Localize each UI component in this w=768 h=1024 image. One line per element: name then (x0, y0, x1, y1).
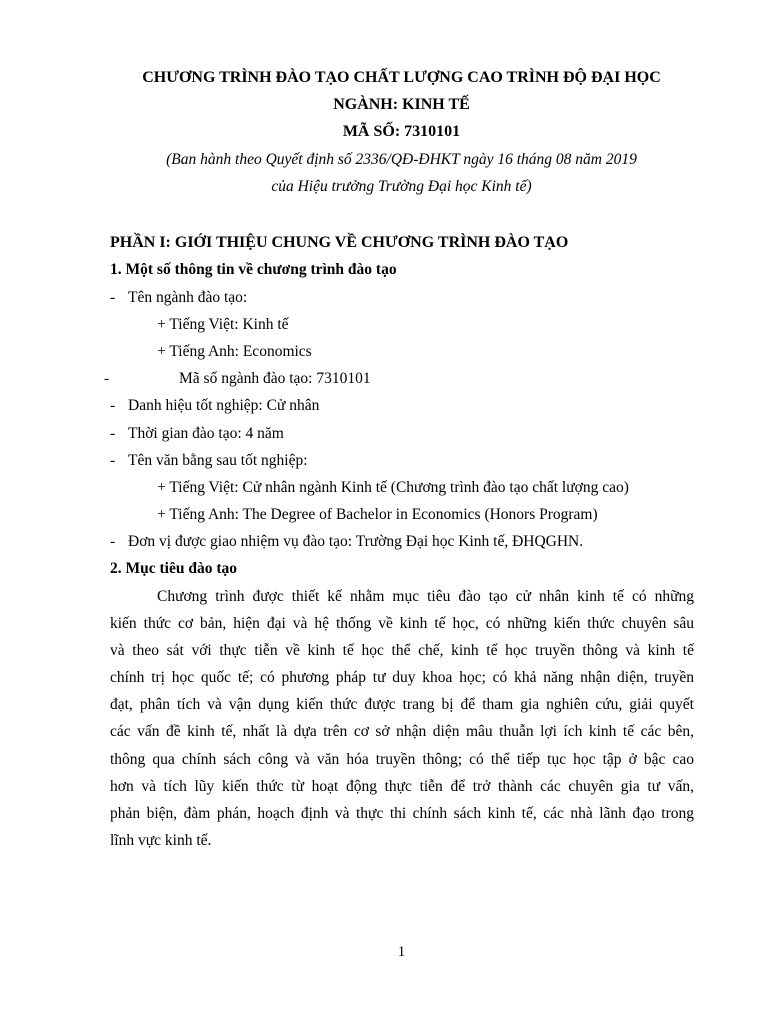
part-heading: PHẦN I: GIỚI THIỆU CHUNG VỀ CHƯƠNG TRÌNH ĐÀO TẠO (110, 234, 569, 251)
major-name-item: Tên ngành đào tạo: (128, 289, 248, 306)
code-title: MÃ SỐ: 7310101 (342, 123, 461, 140)
decree-line-1: (Ban hành theo Quyết định số 2336/QĐ-ĐHKT ngày 16 tháng 08 năm 2019 (166, 151, 637, 168)
objective-line: và theo sát với thực tiễn về kinh tế học thể chế, kinh tế học truyền thông và kinh tế (110, 642, 694, 659)
diploma-en-item: + Tiếng Anh: The Degree of Bachelor in Economics (Honors Program) (157, 506, 598, 523)
major-title: NGÀNH: KINH TẾ (333, 96, 470, 113)
bullet-dash: - (110, 289, 116, 306)
duration-item: Thời gian đào tạo: 4 năm (128, 425, 284, 442)
bullet-dash: - (110, 533, 116, 550)
objective-line: thông qua chính sách công và văn hóa truyền thông; có thể tiếp tục học tập ở bậc cao (110, 751, 694, 768)
section-1-heading: 1. Một số thông tin về chương trình đào tạo (110, 261, 397, 278)
decree-line-2: của Hiệu trưởng Trường Đại học Kinh tế) (271, 178, 532, 195)
bullet-dash: - (110, 397, 116, 414)
diploma-vi-item: + Tiếng Việt: Cử nhân ngành Kinh tế (Chương trình đào tạo chất lượng cao) (157, 479, 629, 496)
bullet-dash: - (110, 452, 116, 469)
objective-line: hơn và tích lũy kiến thức từ hoạt động thực tiễn để trở thành các chuyên gia tư vấn, (110, 778, 694, 795)
program-title: CHƯƠNG TRÌNH ĐÀO TẠO CHẤT LƯỢNG CAO TRÌNH ĐỘ ĐẠI HỌC (142, 69, 661, 86)
major-en-item: + Tiếng Anh: Economics (157, 343, 312, 360)
objective-line: các vấn đề kinh tế, nhất là dựa trên cơ sở nhận diện mâu thuẫn lợi ích kinh tế các bên, (110, 723, 694, 740)
diploma-name-item: Tên văn bằng sau tốt nghiệp: (128, 452, 308, 469)
training-unit-item: Đơn vị được giao nhiệm vụ đào tạo: Trường Đại học Kinh tế, ĐHQGHN. (128, 533, 584, 550)
objective-line: chính trị học quốc tế; có phương pháp tư duy khoa học; có khả năng nhận diện, truyền (110, 669, 694, 686)
objective-line: phản biện, đàm phán, hoạch định và thực thi chính sách kinh tế, các nhà lãnh đạo trong (110, 805, 694, 822)
degree-title-item: Danh hiệu tốt nghiệp: Cử nhân (128, 397, 320, 414)
objective-line: kiến thức cơ bản, hiện đại và hệ thống về kinh tế học, có những kiến thức chuyên sâu (110, 615, 694, 632)
major-vi-item: + Tiếng Việt: Kinh tế (157, 316, 289, 333)
bullet-dash: - (104, 370, 110, 387)
major-code-item: Mã số ngành đào tạo: 7310101 (179, 370, 371, 387)
section-2-heading: 2. Mục tiêu đào tạo (110, 560, 238, 577)
objective-line: đạt, phân tích và vận dụng kiến thức được trang bị để tham gia nghiên cứu, giải quyết (110, 696, 694, 713)
page-number: 1 (397, 944, 406, 960)
objective-line: lĩnh vực kinh tế. (110, 832, 212, 849)
bullet-dash: - (110, 425, 116, 442)
objective-line: Chương trình được thiết kế nhằm mục tiêu đào tạo cử nhân kinh tế có những (157, 588, 694, 605)
